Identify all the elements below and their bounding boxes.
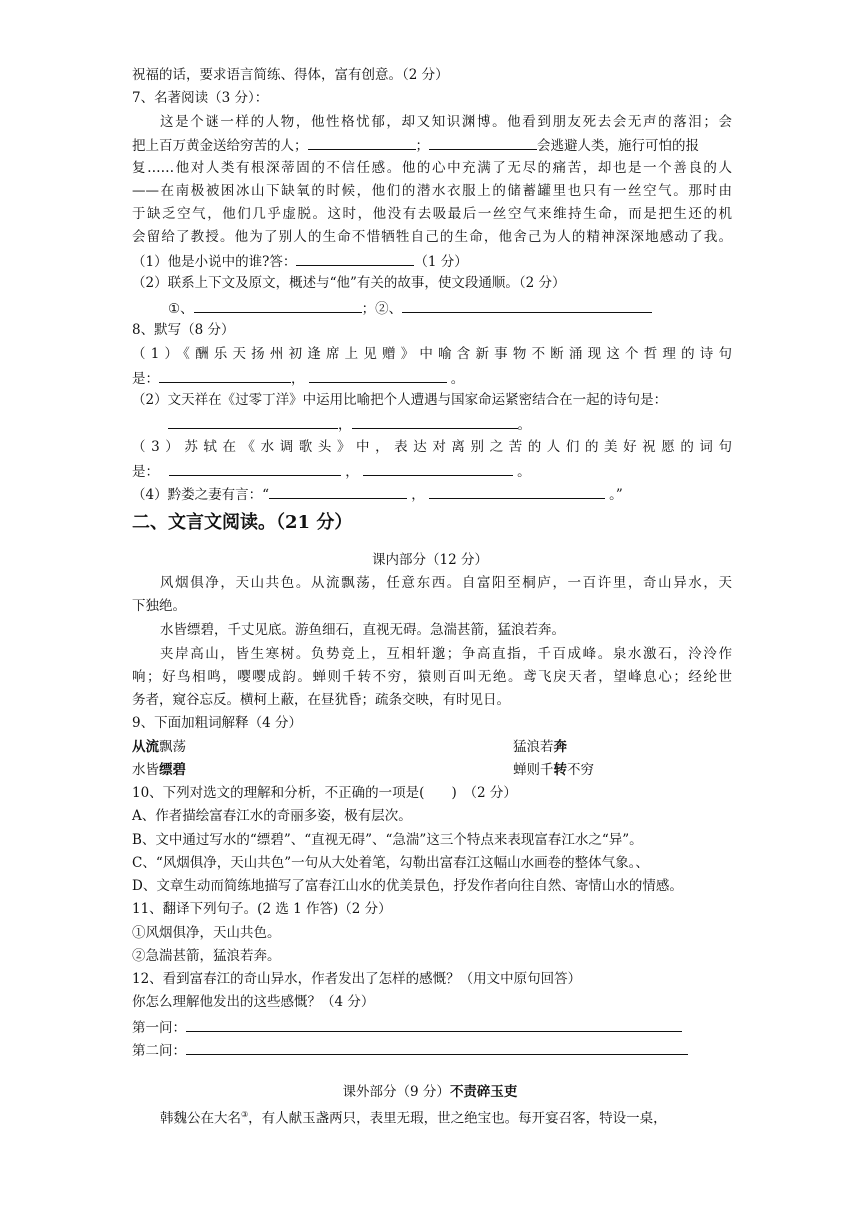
question-12-title: 12、看到富春江的奇山异水，作者发出了怎样的感慨？（用文中原句回答） — [132, 971, 582, 987]
answer-blank[interactable] — [308, 135, 416, 150]
question-8-3-answers: 是： ， 。 — [132, 461, 531, 481]
answer-blank[interactable] — [169, 461, 341, 476]
answer-blank[interactable] — [429, 135, 537, 150]
question-7-1: （1）他是小说中的谁?答： （1 分） — [132, 251, 468, 271]
option-a: A、作者描绘富春江水的奇丽多姿，极有层次。 — [132, 808, 412, 824]
question-11-title: 11、翻译下列句子。(2 选 1 作答)（2 分） — [132, 901, 392, 917]
passage-line: 响；好鸟相鸣，嘤嘤成韵。蝉则千转不穷，猿则百叫无绝。鸢飞戾天者，望峰息心；经纶世 — [132, 669, 732, 685]
passage-line: 下独绝。 — [132, 598, 186, 614]
passage-7-line-1: 这是个谜一样的人物，他性格忧郁，却又知识渊博。他看到朋友死去会无声的落泪；会 — [160, 114, 732, 130]
question-9-row-1 — [132, 738, 732, 756]
answer-blank[interactable] — [186, 1040, 688, 1055]
question-8-2-answers: ， 。 — [168, 414, 531, 434]
word-item: 猛浪若奔 — [513, 739, 567, 755]
word-item: 蝉则千转不穷 — [513, 762, 594, 778]
answer-blank[interactable] — [363, 461, 513, 476]
passage-7-line-2: 把上百万黄金送给穷苦的人； ； 会逃避人类，施行可怕的报 — [132, 135, 699, 155]
option-d: D、文章生动而简练地描写了富春江山水的优美景色，抒发作者向往自然、寄情山水的情感。 — [132, 878, 683, 894]
answer-blank[interactable] — [429, 484, 605, 499]
passage-7-line-3: 复……他对人类有根深蒂固的不信任感。他的心中充满了无尽的痛苦，却也是一个善良的人 — [132, 160, 732, 176]
answer-blank[interactable] — [168, 414, 338, 429]
answer-first: 第一问： — [132, 1017, 682, 1037]
passage-7-line-4: ——在南极被困冰山下缺氧的时候，他们的潜水衣服上的储蓄罐里也只有一丝空气。那时由 — [132, 183, 732, 199]
answer-blank[interactable] — [309, 368, 447, 383]
question-7-2: （2）联系上下文及原文，概述与“他”有关的故事，使文段通顺。（2 分） — [132, 275, 566, 291]
answer-second: 第二问： — [132, 1040, 688, 1060]
extracurricular-title: 不责碎玉吏 — [449, 1084, 518, 1100]
passage-line: 韩魏公在大名③，有人献玉盏两只，表里无瑕，世之绝宝也。每开宴召客，特设一桌， — [160, 1110, 667, 1127]
answer-blank[interactable] — [352, 414, 518, 429]
question-8-3: （3）苏轼在《水调歌头》中，表达对离别之苦的人们的美好祝愿的词句 — [132, 439, 732, 455]
question-8-2: （2）文天祥在《过零丁洋》中运用比喻把个人遭遇与国家命运紧密结合在一起的诗句是： — [132, 392, 668, 408]
question-8-1-answers: 是： ， 。 — [132, 368, 464, 388]
question-8-1: （1）《酬乐天扬州初逢席上见赠》中喻含新事物不断涌现这个哲理的诗句 — [132, 346, 732, 362]
answer-blank[interactable] — [296, 251, 414, 266]
question-9-row-2 — [132, 761, 732, 779]
question-12-subtitle: 你怎么理解他发出的这些感慨？（4 分） — [132, 994, 375, 1010]
in-class-subheading: 课内部分（12 分） — [372, 552, 488, 568]
sentence-2: ②急湍甚箭，猛浪若奔。 — [132, 948, 281, 964]
word-item: 从流飘荡 — [132, 739, 186, 755]
sentence-1: ①风烟俱净，天山共色。 — [132, 925, 281, 941]
extracurricular-subheading: 课外部分（9 分）不责碎玉吏 — [342, 1084, 518, 1100]
passage-7-line-5: 于缺乏空气，他们几乎虚脱。这时，他没有去吸最后一丝空气来维持生命，而是把生还的机 — [132, 206, 732, 222]
question-8-4: （4）黔娄之妻有言：“ ， 。” — [132, 484, 623, 504]
answer-blank[interactable] — [194, 298, 362, 313]
answer-blank[interactable] — [159, 368, 291, 383]
question-9-title: 9、下面加粗词解释（4 分） — [132, 715, 302, 731]
question-10-title: 10、下列对选文的理解和分析，不正确的一项是( ) （2 分） — [132, 785, 517, 801]
line-blessing-requirement: 祝福的话，要求语言简练、得体，富有创意。（2 分） — [132, 67, 449, 83]
passage-line: 水皆缥碧，千丈见底。游鱼细石，直视无碍。急湍甚箭，猛浪若奔。 — [160, 622, 565, 638]
section-2-heading: 二、文言文阅读。（21 分） — [132, 512, 353, 533]
question-7-title: 7、名著阅读（3 分）： — [132, 90, 269, 106]
answer-blank[interactable] — [269, 484, 407, 499]
option-b: B、文中通过写水的“缥碧”、“直视无碍”、“急湍”这三个特点来表现富春江水之“异”。 — [132, 832, 643, 848]
question-8-title: 8、默写（8 分） — [132, 322, 235, 338]
answer-blank[interactable] — [186, 1017, 682, 1032]
word-item: 水皆缥碧 — [132, 762, 186, 778]
passage-7-line-6: 会留给了教授。他为了别人的生命不惜牺牲自己的生命，他舍己为人的精神深深地感动了我。 — [132, 229, 732, 245]
passage-line: 务者，窥谷忘反。横柯上蔽，在昼犹昏；疏条交映，有时见日。 — [132, 692, 510, 708]
option-c: C、“风烟俱净，天山共色”一句从大处着笔，勾勒出富春江这幅山水画卷的整体气象。、 — [132, 855, 649, 871]
passage-line: 夹岸高山，皆生寒树。负势竞上，互相轩邈；争高直指，千百成峰。泉水激石，泠泠作 — [160, 646, 732, 662]
passage-line: 风烟俱净，天山共色。从流飘荡，任意东西。自富阳至桐庐，一百许里，奇山异水，天 — [160, 575, 732, 591]
question-7-2-answers: ①、 ；②、 — [168, 298, 652, 318]
answer-blank[interactable] — [402, 298, 652, 313]
